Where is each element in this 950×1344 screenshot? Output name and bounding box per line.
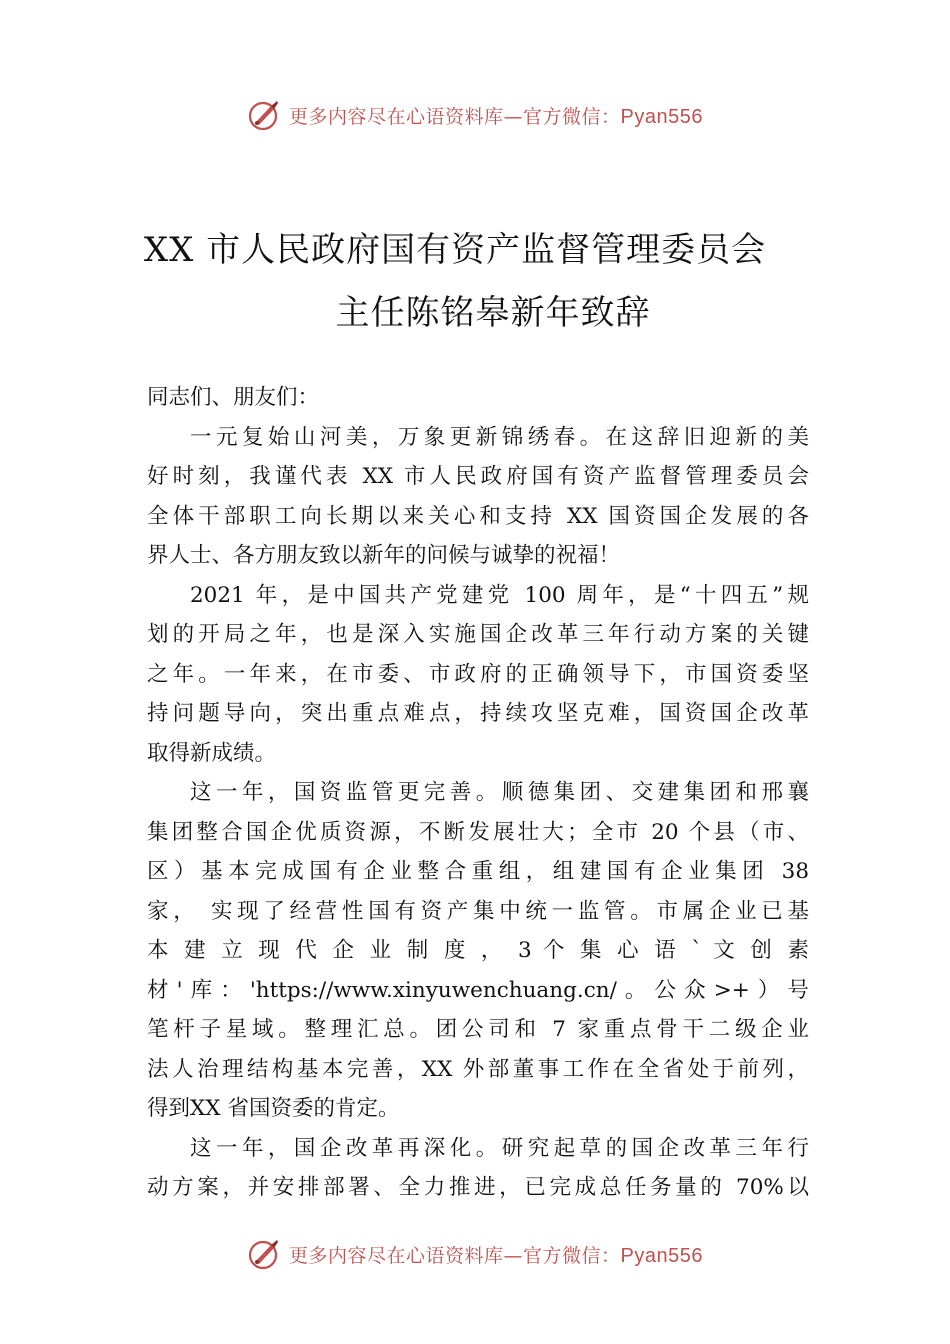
paragraph-line: 区）基本完成国有企业整合重组，组建国有企业集团 38 — [147, 859, 809, 884]
paragraph-4 — [147, 1129, 809, 1208]
paragraph-line: 本 建 立 现 代 企 业 制 度 ， 3 个 集 心 语 ` 文 创 素 — [147, 938, 809, 963]
paragraph-3 — [147, 773, 809, 1129]
paragraph-line: 持问题导向，突出重点难点，持续攻坚克难，国资国企改革 — [147, 701, 809, 726]
banner-wechat-handle: Pyan556 — [620, 105, 703, 128]
document-title-line-1: XX 市人民政府国有资产监督管理委员会 — [143, 230, 767, 270]
document-body — [147, 378, 809, 1208]
paragraph-line: 取得新成绩。 — [147, 740, 277, 766]
paragraph-line: 划的开局之年，也是深入实施国企改革三年行动方案的关键 — [147, 622, 809, 647]
paragraph-line: 这一年，国企改革再深化。研究起草的国企改革三年行 — [190, 1135, 809, 1161]
paragraph-1 — [147, 418, 809, 576]
paragraph-line: 一元复始山河美，万象更新锦绣春。在这辞旧迎新的美 — [190, 424, 809, 450]
paragraph-line: 动方案，并安排部署、全力推进，已完成总任务量的 70%以 — [147, 1175, 809, 1200]
banner-text: 更多内容尽在心语资料库—官方微信：Pyan556 — [289, 105, 703, 128]
document-title-line-2: 主任陈铭皋新年致辞 — [335, 293, 651, 333]
footer-banner — [0, 1234, 950, 1274]
paragraph-line: 全体干部职工向长期以来关心和支持 XX 国资国企发展的各 — [147, 503, 809, 529]
paragraph-line: 得到XX 省国资委的肯定。 — [147, 1096, 400, 1121]
banner-wechat-handle: Pyan556 — [620, 1244, 703, 1267]
paragraph-line: 这一年，国资监管更完善。顺德集团、交建集团和邢襄 — [190, 780, 809, 805]
paragraph-line: 界人士、各方朋友致以新年的问候与诚挚的祝福！ — [147, 543, 621, 568]
header-banner — [0, 95, 950, 135]
quill-pen-logo-icon — [247, 1237, 281, 1271]
paragraph-line: 笔杆子星域。整理汇总。团公司和 7 家重点骨干二级企业 — [147, 1017, 809, 1042]
banner-text: 更多内容尽在心语资料库—官方微信：Pyan556 — [289, 1244, 703, 1267]
paragraph-line: 2021 年，是中国共产党建党 100 周年，是“十四五”规 — [190, 582, 809, 608]
quill-pen-logo-icon — [247, 98, 281, 132]
paragraph-line: 家， 实现了经营性国有资产集中统一监管。市属企业已基 — [147, 898, 809, 924]
paragraph-line: 集团整合国企优质资源，不断发展壮大；全市 20 个县（市、 — [147, 819, 809, 845]
greeting: 同志们、朋友们： — [147, 385, 320, 410]
paragraph-2 — [147, 576, 809, 774]
paragraph-line: 法人治理结构基本完善，XX 外部董事工作在全省处于前列， — [147, 1056, 809, 1082]
paragraph-line: 材'库：'https://www.xinyuwenchuang.cn/。公众>+）号 — [147, 977, 809, 1003]
paragraph-line: 好时刻，我谨代表 XX 市人民政府国有资产监督管理委员会 — [147, 464, 809, 489]
paragraph-line: 之年。一年来，在市委、市政府的正确领导下，市国资委坚 — [147, 661, 809, 687]
